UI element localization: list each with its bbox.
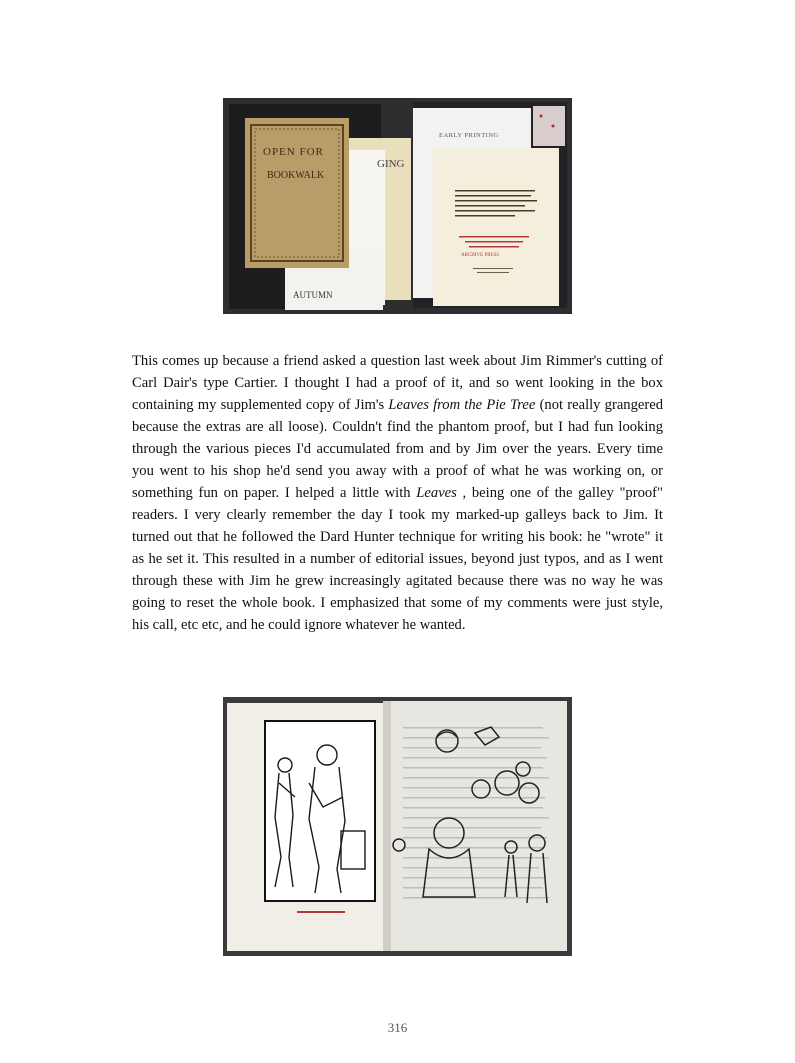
ephemera-box-illustration: [223, 98, 572, 314]
book-title-italic: Leaves: [416, 485, 457, 501]
card-bookwalk-title: BOOKWALK: [267, 170, 325, 181]
photo-ephemera-box: [223, 98, 572, 314]
card-autumn-title: AUTUMN: [293, 290, 333, 300]
open-book-illustration: [223, 697, 572, 956]
photo-open-book-sketches: [223, 697, 572, 956]
text-segment: (not really grangered because the extras are all loose). Couldn't find the phantom proof, but I had fun looking through the various pieces I'd accumulated from and by Jim over the years. Every time you went to his shop he'd send you away with a proof of what he was working on, or something fun on paper. I helped a little with: [132, 397, 664, 501]
card-open-for-title: OPEN FOR: [263, 146, 324, 158]
card-early-printing-title: EARLY PRINTING: [439, 132, 499, 139]
text-segment: , being one of the galley "proof" readers. I very clearly remember the day I took my marked-up galleys back to Jim. It turned out that he followed the Dard Hunter technique for writing his book: he "wrote" it as he set it. This resulted in a number of editorial issues, beyond just typos, and as I went through these with Jim he grew increasingly agitated because there was no way he was going to reset the whole book. I emphasized that some of my comments were just style, his call, etc etc, and he could ignore whatever he wanted.: [132, 485, 663, 633]
body-paragraph: [132, 350, 663, 636]
book-title-italic: Leaves from the Pie Tree: [388, 397, 536, 413]
text-segment: This comes up because a friend asked a question last week about Jim Rimmer's cutting of Carl Dair's type Cartier. I thought I had a proof of it, and so went looking in the box containing my supplemented copy of Jim's: [132, 353, 663, 413]
page-number: 316: [387, 1020, 408, 1035]
card-ging-title: GING: [377, 158, 405, 170]
card-red-imprint: ARCHIVE PRESS: [461, 253, 500, 258]
